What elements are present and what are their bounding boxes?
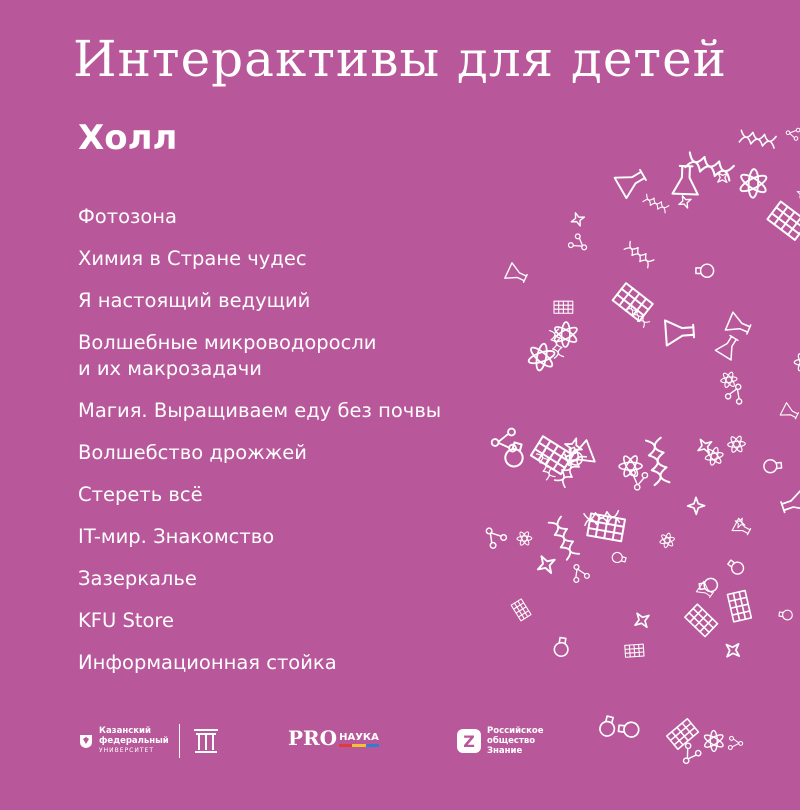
star-doodle-icon (687, 497, 704, 514)
atom-doodle-icon (525, 341, 558, 373)
table-doodle-icon (613, 283, 653, 321)
kfu-name-line: УНИВЕРСИТЕТ (99, 747, 154, 754)
helix-doodle-icon (549, 517, 580, 560)
star-doodle-icon (533, 551, 559, 577)
molecule-doodle-icon (480, 523, 508, 551)
kfu-logo (78, 724, 222, 758)
star-doodle-icon (630, 608, 654, 632)
kfu-emblem-icon (78, 733, 94, 749)
molecule-doodle-icon (724, 382, 746, 405)
helix-doodle-icon (739, 130, 776, 148)
bulb-doodle-icon (726, 557, 746, 576)
pronauka-logo (288, 726, 379, 750)
atom-doodle-icon (615, 450, 647, 482)
kfu-name-line: Казанский (99, 726, 151, 736)
helix-doodle-icon (646, 438, 669, 485)
flask-doodle-icon (780, 403, 800, 422)
table-doodle-icon (554, 301, 573, 313)
znanie-name-line: Знание (487, 746, 523, 756)
table-doodle-icon (727, 591, 751, 622)
list-item: Зазеркалье (78, 567, 197, 590)
star-doodle-icon (676, 193, 693, 210)
flask-doodle-icon (725, 312, 752, 338)
list-item: Фотозона (78, 205, 178, 228)
atom-doodle-icon (517, 531, 532, 547)
list-item: KFU Store (78, 609, 175, 632)
star-doodle-icon (795, 187, 800, 200)
flask-doodle-icon (505, 263, 529, 286)
bulb-doodle-icon (696, 264, 714, 277)
flask-doodle-icon (779, 489, 800, 517)
pronauka-subtext-wrap (339, 732, 379, 747)
molecule-doodle-icon (568, 232, 591, 254)
bulb-doodle-icon (611, 551, 627, 564)
znanie-name-line: общество (487, 736, 536, 746)
helix-doodle-icon (624, 241, 654, 267)
activity-list (78, 204, 508, 692)
pronauka-subtext: НАУКА (339, 732, 379, 743)
molecule-doodle-icon (786, 127, 800, 141)
list-item: Волшебство дрожжей (78, 441, 307, 464)
atom-doodle-icon (794, 352, 800, 372)
list-item: IT-мир. Знакомство (78, 525, 275, 548)
znanie-name-line: Российское (487, 726, 544, 736)
znanie-mark-icon: Z (457, 729, 481, 753)
atom-doodle-icon (548, 317, 583, 352)
bulb-doodle-icon (763, 459, 782, 473)
list-item: Информационная стойка (78, 651, 337, 674)
bulb-doodle-icon (779, 609, 793, 620)
list-item (78, 330, 508, 382)
flask-doodle-icon (615, 165, 649, 198)
table-doodle-icon (625, 644, 644, 657)
table-doodle-icon (685, 604, 718, 636)
flask-doodle-icon (665, 318, 694, 345)
table-doodle-icon (511, 599, 531, 621)
list-item: Стереть всё (78, 483, 203, 506)
footer-logos (0, 720, 800, 770)
kfu-name-line: федеральный (99, 736, 169, 746)
atom-doodle-icon (724, 432, 749, 457)
science-doodle-pattern (470, 90, 800, 810)
table-doodle-icon (531, 436, 573, 474)
column-emblem-icon (190, 725, 222, 757)
table-doodle-icon (767, 201, 800, 239)
flask-doodle-icon (672, 166, 698, 195)
star-doodle-icon (721, 638, 745, 662)
divider (179, 724, 180, 758)
pronauka-colorbar (339, 744, 379, 747)
bulb-doodle-icon (553, 637, 569, 657)
list-item: Магия. Выращиваем еду без почвы (78, 399, 442, 422)
helix-doodle-icon (643, 194, 669, 213)
list-item: Я настоящий ведущий (78, 289, 311, 312)
atom-doodle-icon (657, 530, 678, 551)
znanie-logo (457, 726, 543, 756)
atom-doodle-icon (733, 163, 773, 203)
molecule-doodle-icon (568, 561, 591, 584)
atom-doodle-icon (703, 445, 726, 468)
section-heading: Холл (78, 118, 178, 158)
star-doodle-icon (733, 516, 747, 530)
flask-doodle-icon (715, 333, 741, 360)
list-item: Химия в Стране чудес (78, 247, 307, 270)
star-doodle-icon (569, 210, 587, 228)
pronauka-text: PRO (288, 726, 338, 750)
page-title: Интерактивы для детей (72, 30, 727, 88)
list-item-line: Волшебные микроводоросли и их макрозадачи (78, 331, 377, 380)
